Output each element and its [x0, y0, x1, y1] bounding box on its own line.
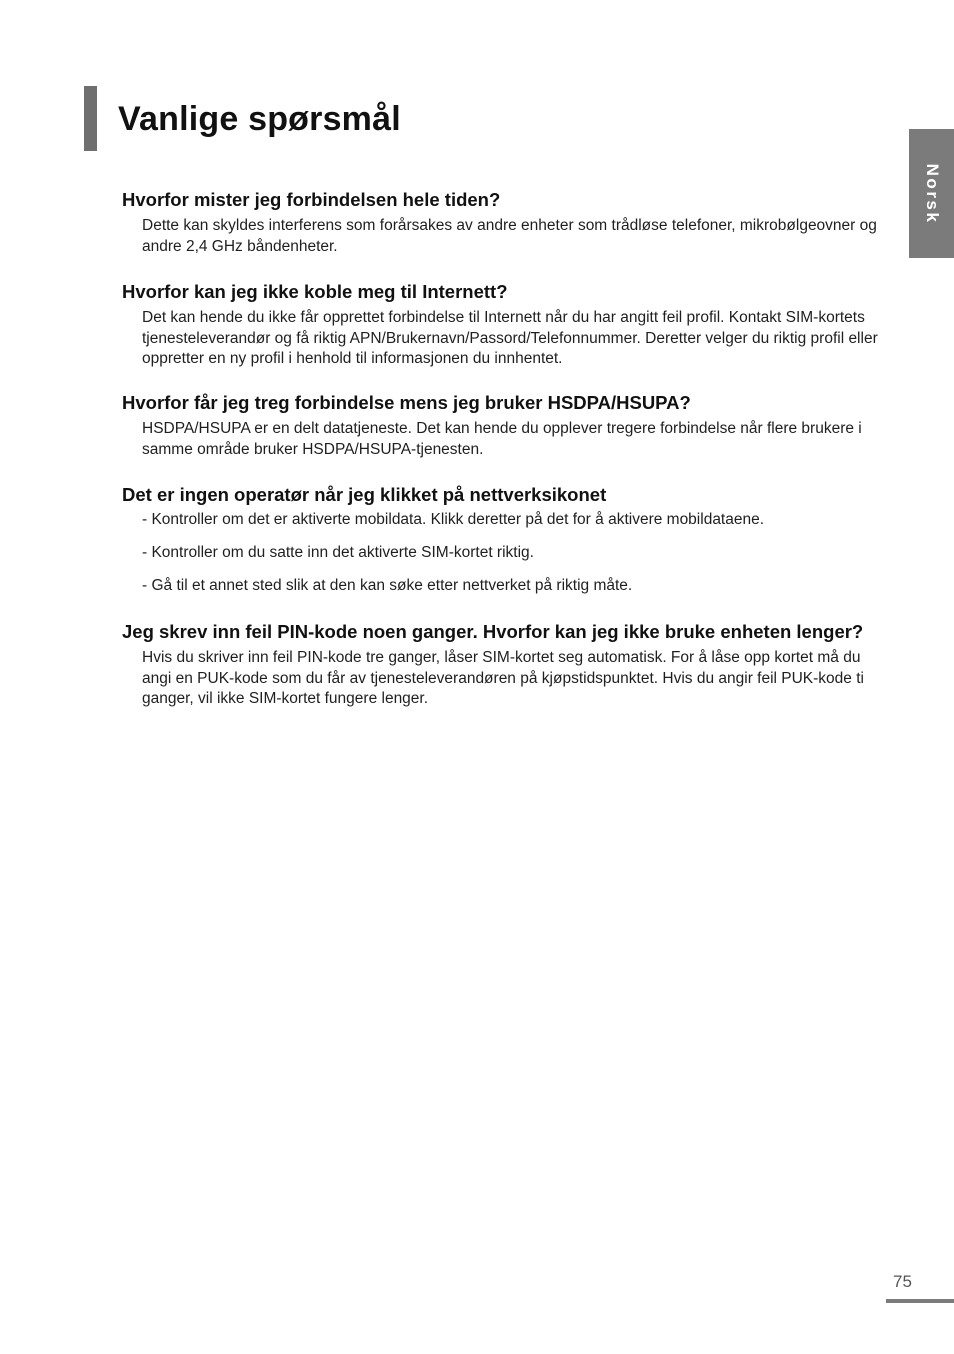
- page-number: 75: [893, 1272, 912, 1291]
- faq-answer: Hvis du skriver inn feil PIN-kode tre ganger, låser SIM-kortet seg automatisk. For å låse opp kortet må du angi en PUK-kode som du får av tjenesteleverandøren på kjøpstidspunktet. Hvis du angir feil PUK-kode ti ganger, vil ikke SIM-kortet fungere lenger.: [142, 649, 864, 707]
- faq-answer-list: [142, 510, 882, 597]
- title-accent-bar: [84, 86, 97, 151]
- list-item: - Gå til et annet sted slik at den kan søke etter nettverket på riktig måte.: [142, 577, 633, 594]
- page-number-rule: [886, 1299, 954, 1303]
- list-item: - Kontroller om du satte inn det aktiverte SIM-kortet riktig.: [142, 544, 534, 561]
- faq-item-wrong-pin: [122, 619, 882, 710]
- language-tab-label: Norsk: [922, 163, 942, 224]
- faq-answer: Det kan hende du ikke får opprettet forbindelse til Internett når du har angitt feil profil. Kontakt SIM-kortets tjenesteleverandør og få riktig APN/Brukernavn/Passord/Telefonnummer. Deretter velger du riktig profil eller oppretter en ny profil i henhold til informasjonen du innhentet.: [142, 309, 878, 367]
- faq-question: Jeg skrev inn feil PIN-kode noen ganger. Hvorfor kan jeg ikke bruke enheten lenger?: [122, 621, 864, 642]
- faq-item-no-operator: [122, 482, 882, 609]
- faq-item-slow-connection: [122, 390, 882, 460]
- faq-item-connection-lost: [122, 187, 882, 257]
- faq-answer: Dette kan skyldes interferens som forårsakes av andre enheter som trådløse telefoner, mikrobølgeovner og andre 2,4 GHz båndenheter.: [142, 217, 877, 255]
- faq-question: Det er ingen operatør når jeg klikket på nettverksikonet: [122, 484, 607, 505]
- faq-question: Hvorfor får jeg treg forbindelse mens jeg bruker HSDPA/HSUPA?: [122, 392, 691, 413]
- faq-answer: HSDPA/HSUPA er en delt datatjeneste. Det kan hende du opplever tregere forbindelse når flere brukere i samme område bruker HSDPA/HSUPA-tjenesten.: [142, 420, 862, 458]
- faq-question: Hvorfor mister jeg forbindelsen hele tiden?: [122, 189, 501, 210]
- language-side-tab: [909, 129, 954, 258]
- list-item: - Kontroller om det er aktiverte mobildata. Klikk deretter på det for å aktivere mobildataene.: [142, 511, 765, 528]
- faq-question: Hvorfor kan jeg ikke koble meg til Internett?: [122, 281, 508, 302]
- page-title: Vanlige spørsmål: [118, 100, 401, 138]
- faq-item-no-internet: [122, 279, 882, 370]
